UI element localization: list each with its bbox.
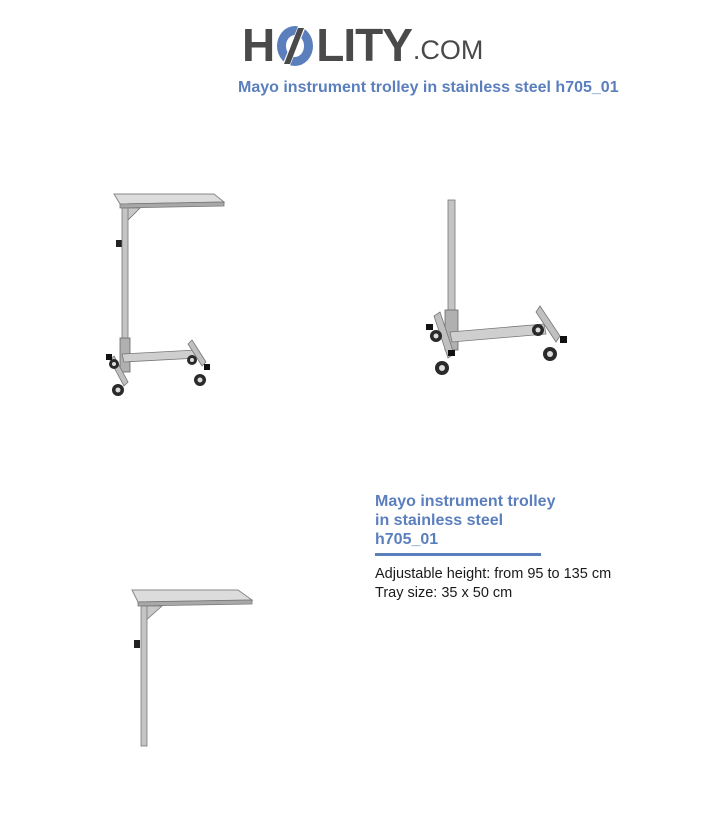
holity-logo[interactable]	[242, 12, 484, 71]
trolley-base-icon	[420, 196, 570, 378]
trolley-full-image	[100, 188, 230, 400]
logo-o-icon	[275, 22, 315, 68]
info-title-line-3: h705_01	[375, 531, 439, 548]
spec-adjustable-height: Adjustable height: from 95 to 135 cm	[375, 566, 612, 582]
product-specs	[375, 565, 611, 603]
info-divider	[375, 553, 541, 556]
info-title-line-2: in stainless steel	[375, 512, 504, 529]
trolley-full-icon	[100, 188, 230, 400]
info-title-line-1: Mayo instrument trolley	[375, 493, 556, 510]
logo-suffix: .COM	[412, 35, 484, 65]
product-info-title	[375, 492, 575, 549]
tray-pole-image	[128, 586, 258, 750]
logo-letters-lity: LITY	[316, 19, 412, 71]
tray-pole-icon	[128, 586, 258, 750]
logo-letter-h: H	[242, 19, 275, 71]
page-title: Mayo instrument trolley in stainless steel h705_01	[238, 79, 619, 96]
trolley-base-image	[420, 196, 570, 378]
spec-tray-size: Tray size: 35 x 50 cm	[375, 585, 513, 601]
logo-wordmark	[242, 19, 412, 71]
